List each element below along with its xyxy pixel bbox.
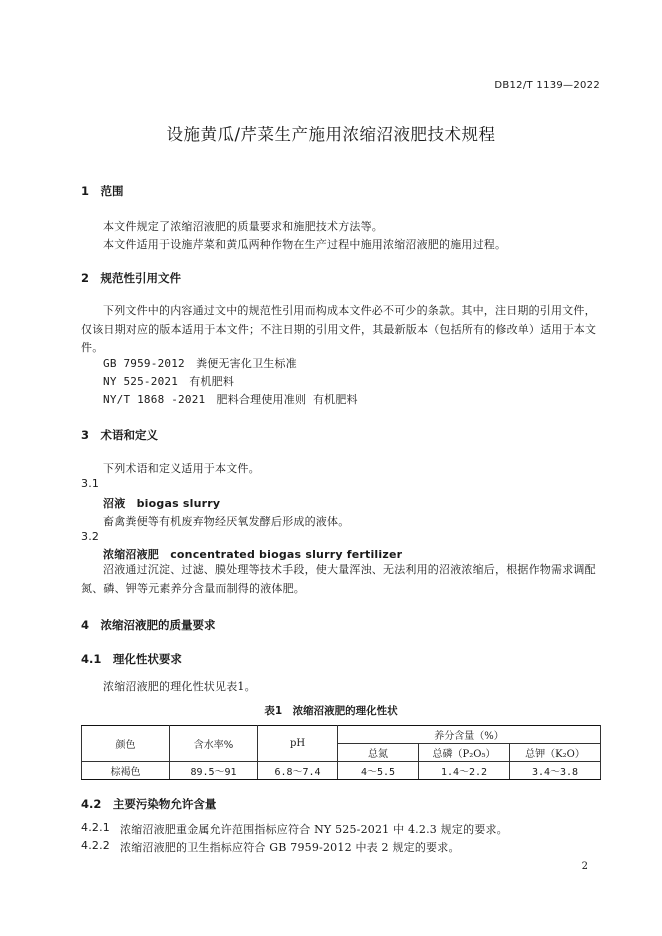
clause-text: 浓缩沼液肥的卫生指标应符合 GB 7959-2012 中表 2 规定的要求。 (120, 841, 460, 854)
table-caption: 表1 浓缩沼液肥的理化性状 (264, 705, 398, 717)
section-3-intro: 下列术语和定义适用于本文件。 (103, 462, 260, 475)
document-code: DB12/T 1139—2022 (494, 80, 600, 91)
table-header-cell: 颜色 (82, 726, 170, 762)
table-header-cell: pH (258, 726, 338, 762)
section-1-heading: 1 范围 (81, 184, 124, 198)
table-header-row (82, 726, 601, 744)
table-header-cell: 养分含量（%） (338, 726, 601, 744)
clause-number: 4.2.1 (81, 821, 110, 834)
term-definition: 畜禽粪便等有机废弃物经厌氧发酵后形成的液体。 (103, 515, 350, 528)
clause-text: 浓缩沼液肥重金属允许范围指标应符合 NY 525-2021 中 4.2.3 规定的要求。 (120, 823, 508, 836)
table-cell: 1.4～2.2 (419, 762, 510, 780)
subsection-4-1-heading: 4.1 理化性状要求 (81, 652, 182, 666)
table-cell: 4～5.5 (338, 762, 419, 780)
table-subheader-cell: 总氮 (338, 744, 419, 762)
table-cell: 89.5～91 (170, 762, 258, 780)
term-name: 浓缩沼液肥 concentrated biogas slurry fertilizer (103, 548, 403, 561)
term-number: 3.1 (81, 477, 100, 490)
term-number: 3.2 (81, 530, 100, 543)
page-number: 2 (581, 861, 588, 872)
reference-item: NY 525-2021 有机肥料 (103, 375, 235, 388)
reference-item: NY/T 1868 -2021 肥料合理使用准则 有机肥料 (103, 393, 358, 406)
section-1-paragraph-2: 本文件适用于设施芹菜和黄瓜两种作物在生产过程中施用浓缩沼液肥的施用过程。 (103, 238, 507, 251)
term-definition: 沼液通过沉淀、过滤、膜处理等技术手段，使大量浑浊、无法利用的沼液浓缩后，根据作物需求调配氮、磷、钾等元素养分含量而制得的液体肥。 (81, 563, 596, 595)
table-header-cell: 含水率% (170, 726, 258, 762)
table-subheader-cell: 总钾（K₂O） (510, 744, 601, 762)
table-row (82, 762, 601, 780)
section-2-paragraph: 下列文件中的内容通过文中的规范性引用而构成本文件必不可少的条款。其中，注日期的引用文件，仅该日期对应的版本适用于本文件；不注日期的引用文件，其最新版本（包括所有的修改单）适用于本文件。 (81, 304, 597, 354)
section-2-heading: 2 规范性引用文件 (81, 271, 182, 285)
table-subheader-cell: 总磷（P₂O₅） (419, 744, 510, 762)
term-name: 沼液 biogas slurry (103, 497, 221, 510)
subsection-4-2-heading: 4.2 主要污染物允许含量 (81, 797, 217, 811)
subsection-4-1-text: 浓缩沼液肥的理化性状见表1。 (103, 680, 256, 693)
table-cell: 6.8～7.4 (258, 762, 338, 780)
document-title: 设施黄瓜/芹菜生产施用浓缩沼液肥技术规程 (166, 125, 496, 144)
section-4-heading: 4 浓缩沼液肥的质量要求 (81, 618, 216, 632)
section-3-heading: 3 术语和定义 (81, 428, 159, 442)
properties-table (81, 725, 601, 780)
table-cell: 3.4～3.8 (510, 762, 601, 780)
section-1-paragraph-1: 本文件规定了浓缩沼液肥的质量要求和施肥技术方法等。 (103, 220, 383, 233)
clause-number: 4.2.2 (81, 839, 110, 852)
table-cell: 棕褐色 (82, 762, 170, 780)
reference-item: GB 7959-2012 粪便无害化卫生标准 (103, 357, 297, 370)
